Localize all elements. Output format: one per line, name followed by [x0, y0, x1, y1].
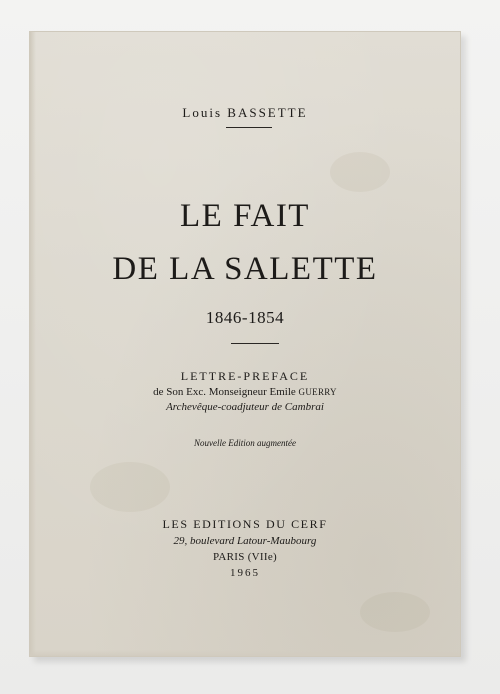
book-years: 1846-1854 — [205, 308, 285, 327]
preface-heading: LETTRE-PREFACE — [180, 369, 310, 383]
cover-bottom-edge — [30, 650, 460, 656]
years-divider — [231, 343, 279, 344]
publisher-city: PARIS (VIIe) — [213, 551, 277, 563]
preface-author-surname: GUERRY — [298, 387, 337, 397]
edition-note: Nouvelle Edition augmentée — [194, 438, 296, 448]
paper-stain — [330, 152, 390, 192]
publisher-address: 29, boulevard Latour-Maubourg — [173, 535, 317, 547]
paper-stain — [90, 462, 170, 512]
author-divider — [226, 127, 272, 128]
publication-year: 1965 — [230, 567, 260, 579]
preface-author-prefix: de Son Exc. Monseigneur Emile — [153, 386, 299, 398]
preface-author — [30, 386, 460, 398]
publisher-name: LES EDITIONS DU CERF — [162, 517, 328, 531]
author-name: Louis BASSETTE — [182, 105, 308, 120]
book-title-line-1: LE FAIT — [180, 198, 310, 234]
book-cover — [29, 31, 461, 657]
preface-author-role: Archevêque-coadjuteur de Cambrai — [166, 401, 324, 413]
book-title-line-2: DE LA SALETTE — [112, 251, 378, 287]
paper-stain — [360, 592, 430, 632]
